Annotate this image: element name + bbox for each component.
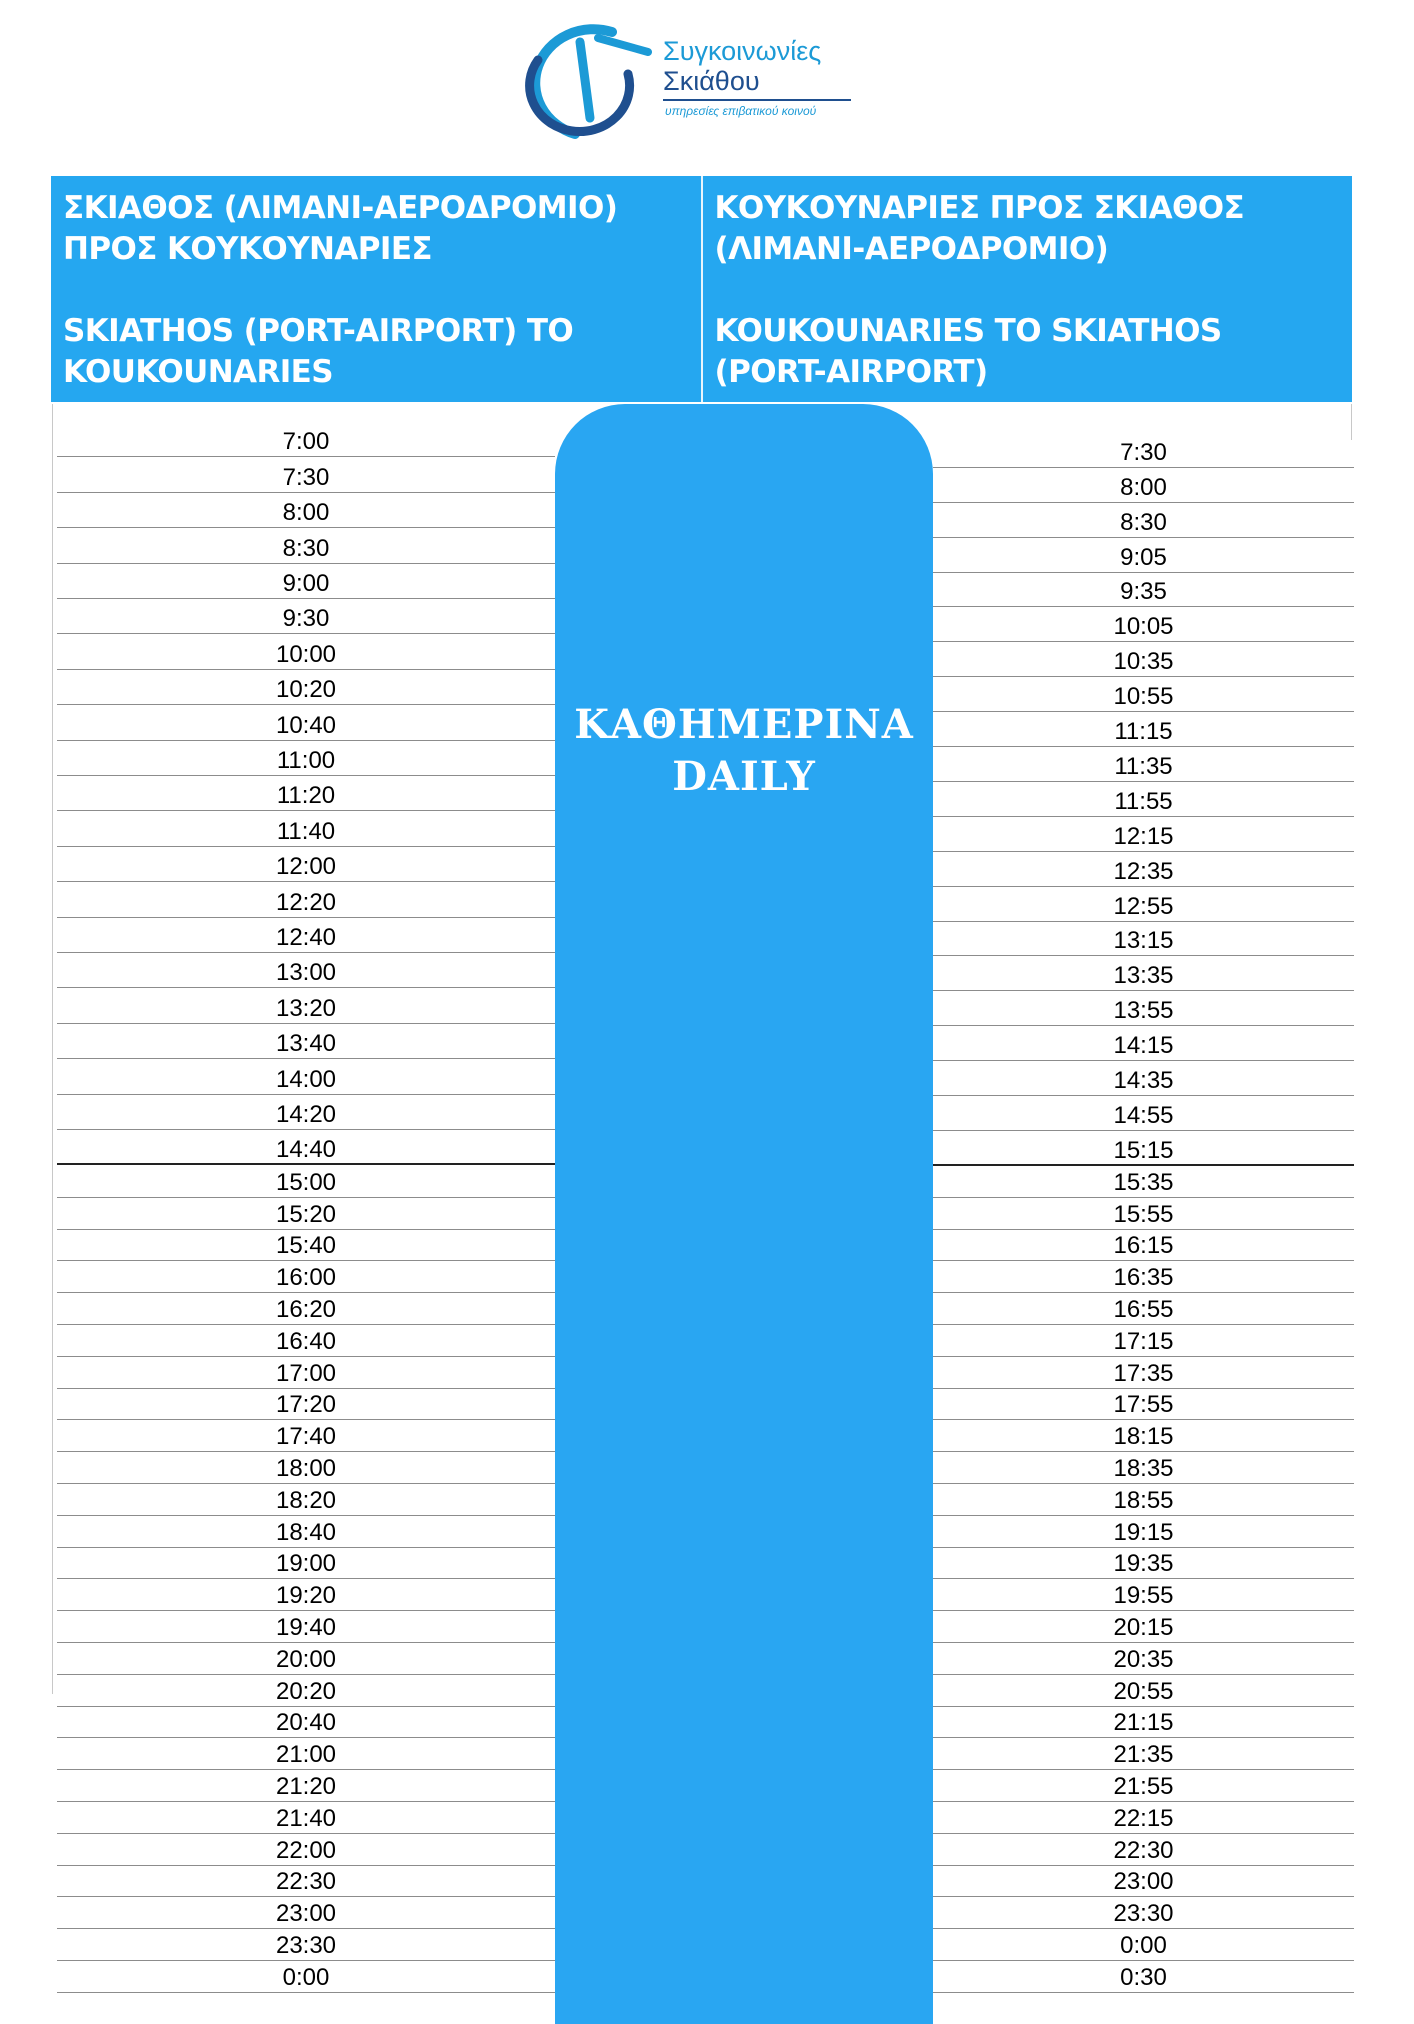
logo-name: [663, 36, 821, 96]
time-value: 16:35: [1113, 1264, 1174, 1292]
time-value: 19:20: [275, 1582, 337, 1610]
time-value: 14:20: [275, 1100, 337, 1128]
time-row: [57, 1929, 555, 1961]
time-row: [933, 503, 1354, 538]
time-row: [57, 422, 555, 457]
time-row: [57, 1230, 555, 1262]
logo: [520, 22, 850, 142]
time-row: [933, 817, 1354, 852]
time-value: 16:20: [275, 1295, 337, 1323]
time-row: [57, 1579, 555, 1611]
time-row: [57, 1961, 555, 1993]
time-value: 16:40: [275, 1327, 337, 1355]
time-value: 11:35: [1114, 752, 1173, 780]
header-right-greek: ΚΟΥΚΟΥΝΑΡΙΕΣ ΠΡΟΣ ΣΚΙΑΘΟΣ (ΛΙΜΑΝΙ-ΑΕΡΟΔΡΟΜΙΟ): [714, 190, 1245, 267]
time-value: 16:00: [275, 1264, 337, 1292]
time-row: [933, 573, 1354, 608]
time-row: [933, 608, 1354, 643]
time-row: [933, 957, 1354, 992]
schedule-to-koukounaries: [57, 0, 555, 2000]
time-value: 21:00: [275, 1741, 337, 1769]
daily-label-english: DAILY: [672, 753, 816, 800]
time-value: 14:35: [1113, 1067, 1174, 1095]
time-value: 20:00: [275, 1645, 337, 1673]
time-row: [933, 1484, 1354, 1516]
time-row: [57, 1897, 555, 1929]
logo-divider: [663, 99, 851, 101]
time-value: 0:00: [282, 1963, 330, 1991]
time-value: 23:00: [275, 1900, 337, 1928]
time-value: 7:00: [282, 428, 330, 456]
time-row: [57, 493, 555, 528]
time-value: 11:20: [276, 782, 336, 810]
time-value: 0:30: [1120, 1963, 1167, 1991]
time-value: 10:00: [275, 640, 337, 668]
time-row: [933, 1061, 1354, 1096]
time-value: 14:55: [1113, 1101, 1174, 1129]
time-row: [933, 1389, 1354, 1421]
time-value: 8:00: [1120, 473, 1167, 501]
time-row: [933, 1198, 1354, 1230]
time-row: [933, 642, 1354, 677]
time-value: 22:00: [275, 1836, 337, 1864]
time-row: [57, 988, 555, 1023]
time-row: [933, 1166, 1354, 1198]
header-right-english: KOUKOUNARIES TO SKIATHOS (PORT-AIRPORT): [714, 313, 1222, 390]
time-value: 13:00: [275, 959, 337, 987]
time-row: [57, 847, 555, 882]
time-row: [933, 1929, 1354, 1961]
time-value: 23:30: [1113, 1900, 1174, 1928]
time-row: [57, 1166, 555, 1198]
time-row: [933, 1420, 1354, 1452]
time-value: 18:00: [275, 1454, 337, 1482]
time-row: [933, 1293, 1354, 1325]
time-row: [933, 1230, 1354, 1262]
time-row: [933, 1261, 1354, 1293]
time-value: 15:00: [275, 1168, 337, 1196]
time-value: 17:20: [275, 1391, 337, 1419]
time-value: 19:35: [1113, 1550, 1174, 1578]
time-value: 19:40: [275, 1613, 337, 1641]
time-row: [933, 1675, 1354, 1707]
time-row: [57, 1024, 555, 1059]
time-value: 13:55: [1113, 997, 1174, 1025]
time-row: [57, 1293, 555, 1325]
time-value: 10:20: [275, 676, 337, 704]
time-value: 16:15: [1113, 1232, 1174, 1260]
time-row: [933, 991, 1354, 1026]
schedule-to-skiathos: [933, 0, 1354, 2000]
time-value: 8:30: [1120, 508, 1167, 536]
time-row: [933, 1738, 1354, 1770]
time-row: [933, 1866, 1354, 1898]
time-row: [933, 1026, 1354, 1061]
time-value: 9:35: [1120, 578, 1167, 606]
time-row: [57, 634, 555, 669]
time-value: 9:05: [1120, 543, 1167, 571]
time-value: 10:05: [1113, 613, 1174, 641]
time-row: [57, 1770, 555, 1802]
time-row: [57, 1548, 555, 1580]
time-row: [57, 1261, 555, 1293]
time-value: 22:30: [1113, 1836, 1174, 1864]
time-value: 21:55: [1113, 1772, 1174, 1800]
time-row: [933, 1961, 1354, 1993]
time-row: [933, 1548, 1354, 1580]
time-value: 13:15: [1113, 927, 1174, 955]
time-value: 9:30: [282, 605, 330, 633]
logo-name-line2: Σκιάθου: [663, 66, 760, 96]
time-row: [933, 1643, 1354, 1675]
time-value: 20:20: [275, 1677, 337, 1705]
time-row: [933, 538, 1354, 573]
time-value: 11:55: [1114, 787, 1173, 815]
time-value: 15:35: [1113, 1168, 1174, 1196]
time-value: 12:00: [275, 853, 337, 881]
time-value: 15:40: [275, 1232, 337, 1260]
logo-name-line1: Συγκοινωνίες: [663, 36, 822, 66]
time-value: 12:20: [275, 888, 337, 916]
time-value: 17:55: [1113, 1391, 1174, 1419]
time-row: [933, 433, 1354, 468]
time-row: [57, 1802, 555, 1834]
time-row: [933, 468, 1354, 503]
time-row: [57, 1516, 555, 1548]
time-row: [933, 712, 1354, 747]
time-row: [57, 918, 555, 953]
time-row: [933, 922, 1354, 957]
time-value: 13:40: [275, 1030, 337, 1058]
time-row: [57, 1130, 555, 1165]
time-value: 18:35: [1113, 1454, 1174, 1482]
time-row: [933, 1897, 1354, 1929]
time-row: [57, 776, 555, 811]
time-value: 10:35: [1113, 648, 1174, 676]
time-row: [57, 457, 555, 492]
daily-label-greek: ΚΑΘΗΜΕΡΙΝΑ: [574, 701, 914, 748]
time-row: [933, 1707, 1354, 1739]
time-row: [933, 1770, 1354, 1802]
time-row: [57, 670, 555, 705]
time-row: [57, 953, 555, 988]
time-row: [933, 677, 1354, 712]
time-row: [933, 747, 1354, 782]
header-left-english: SKIATHOS (PORT-AIRPORT) TO KOUKOUNARIES: [63, 313, 574, 390]
time-value: 14:00: [275, 1065, 337, 1093]
time-row: [57, 1452, 555, 1484]
time-value: 17:15: [1113, 1327, 1174, 1355]
time-value: 11:15: [1114, 718, 1173, 746]
time-value: 18:20: [275, 1486, 337, 1514]
logo-tagline: υπηρεσίες επιβατικού κοινού: [665, 104, 817, 118]
time-row: [933, 1452, 1354, 1484]
time-row: [933, 1802, 1354, 1834]
time-value: 15:20: [275, 1200, 337, 1228]
time-value: 23:00: [1113, 1868, 1174, 1896]
time-row: [57, 705, 555, 740]
time-row: [57, 1420, 555, 1452]
time-value: 18:55: [1113, 1486, 1174, 1514]
time-value: 22:15: [1113, 1804, 1174, 1832]
daily-banner: [555, 404, 933, 2024]
time-value: 21:20: [275, 1772, 337, 1800]
time-value: 9:00: [282, 569, 330, 597]
time-row: [933, 1579, 1354, 1611]
time-value: 17:40: [275, 1423, 337, 1451]
time-value: 21:40: [275, 1804, 337, 1832]
time-row: [57, 1707, 555, 1739]
time-row: [57, 528, 555, 563]
time-value: 20:55: [1113, 1677, 1174, 1705]
time-row: [57, 1484, 555, 1516]
time-value: 19:55: [1113, 1582, 1174, 1610]
time-value: 16:55: [1113, 1295, 1174, 1323]
time-value: 11:00: [276, 746, 336, 774]
left-border: [52, 404, 53, 1694]
time-row: [933, 1516, 1354, 1548]
time-value: 12:15: [1113, 822, 1174, 850]
time-row: [57, 1198, 555, 1230]
header-left-greek: ΣΚΙΑΘΟΣ (ΛΙΜΑΝΙ-ΑΕΡΟΔΡΟΜΙΟ) ΠΡΟΣ ΚΟΥΚΟΥΝΑΡΙΕΣ: [63, 190, 618, 267]
time-value: 17:00: [275, 1359, 337, 1387]
time-value: 7:30: [282, 463, 330, 491]
time-value: 8:00: [282, 499, 330, 527]
time-value: 21:35: [1113, 1741, 1174, 1769]
time-row: [933, 852, 1354, 887]
time-value: 21:15: [1113, 1709, 1174, 1737]
time-value: 17:35: [1113, 1359, 1174, 1387]
time-value: 20:40: [275, 1709, 337, 1737]
time-value: 19:15: [1113, 1518, 1174, 1546]
time-value: 7:30: [1120, 438, 1167, 466]
time-row: [933, 1611, 1354, 1643]
time-value: 8:30: [282, 534, 330, 562]
time-row: [57, 564, 555, 599]
time-value: 19:00: [275, 1550, 337, 1578]
time-value: 20:15: [1113, 1613, 1174, 1641]
time-row: [57, 1675, 555, 1707]
time-value: 13:20: [275, 994, 337, 1022]
time-value: 20:35: [1113, 1645, 1174, 1673]
time-row: [933, 1096, 1354, 1131]
time-value: 12:40: [275, 923, 337, 951]
time-row: [57, 811, 555, 846]
daily-label: [555, 699, 933, 803]
time-value: 12:35: [1113, 857, 1174, 885]
time-row: [933, 782, 1354, 817]
time-value: 12:55: [1113, 892, 1174, 920]
time-row: [57, 1059, 555, 1094]
time-value: 14:40: [275, 1136, 337, 1164]
time-row: [57, 1643, 555, 1675]
time-row: [933, 1325, 1354, 1357]
time-row: [57, 1738, 555, 1770]
time-value: 0:00: [1120, 1931, 1167, 1959]
time-row: [57, 882, 555, 917]
time-value: 15:55: [1113, 1200, 1174, 1228]
time-value: 14:15: [1113, 1032, 1174, 1060]
time-value: 18:15: [1113, 1423, 1174, 1451]
time-value: 18:40: [275, 1518, 337, 1546]
time-row: [57, 1357, 555, 1389]
time-value: 10:40: [275, 711, 337, 739]
time-row: [57, 1866, 555, 1898]
time-row: [57, 1325, 555, 1357]
time-value: 22:30: [275, 1868, 337, 1896]
time-row: [933, 1357, 1354, 1389]
time-value: 10:55: [1113, 683, 1174, 711]
time-value: 23:30: [275, 1931, 337, 1959]
time-row: [57, 1611, 555, 1643]
time-row: [933, 1834, 1354, 1866]
time-row: [57, 599, 555, 634]
time-row: [57, 1095, 555, 1130]
time-value: 13:35: [1113, 962, 1174, 990]
time-value: 15:15: [1113, 1136, 1174, 1164]
time-row: [933, 887, 1354, 922]
time-row: [57, 1389, 555, 1421]
time-row: [57, 1834, 555, 1866]
time-row: [933, 1131, 1354, 1166]
time-row: [57, 741, 555, 776]
time-value: 11:40: [276, 817, 336, 845]
